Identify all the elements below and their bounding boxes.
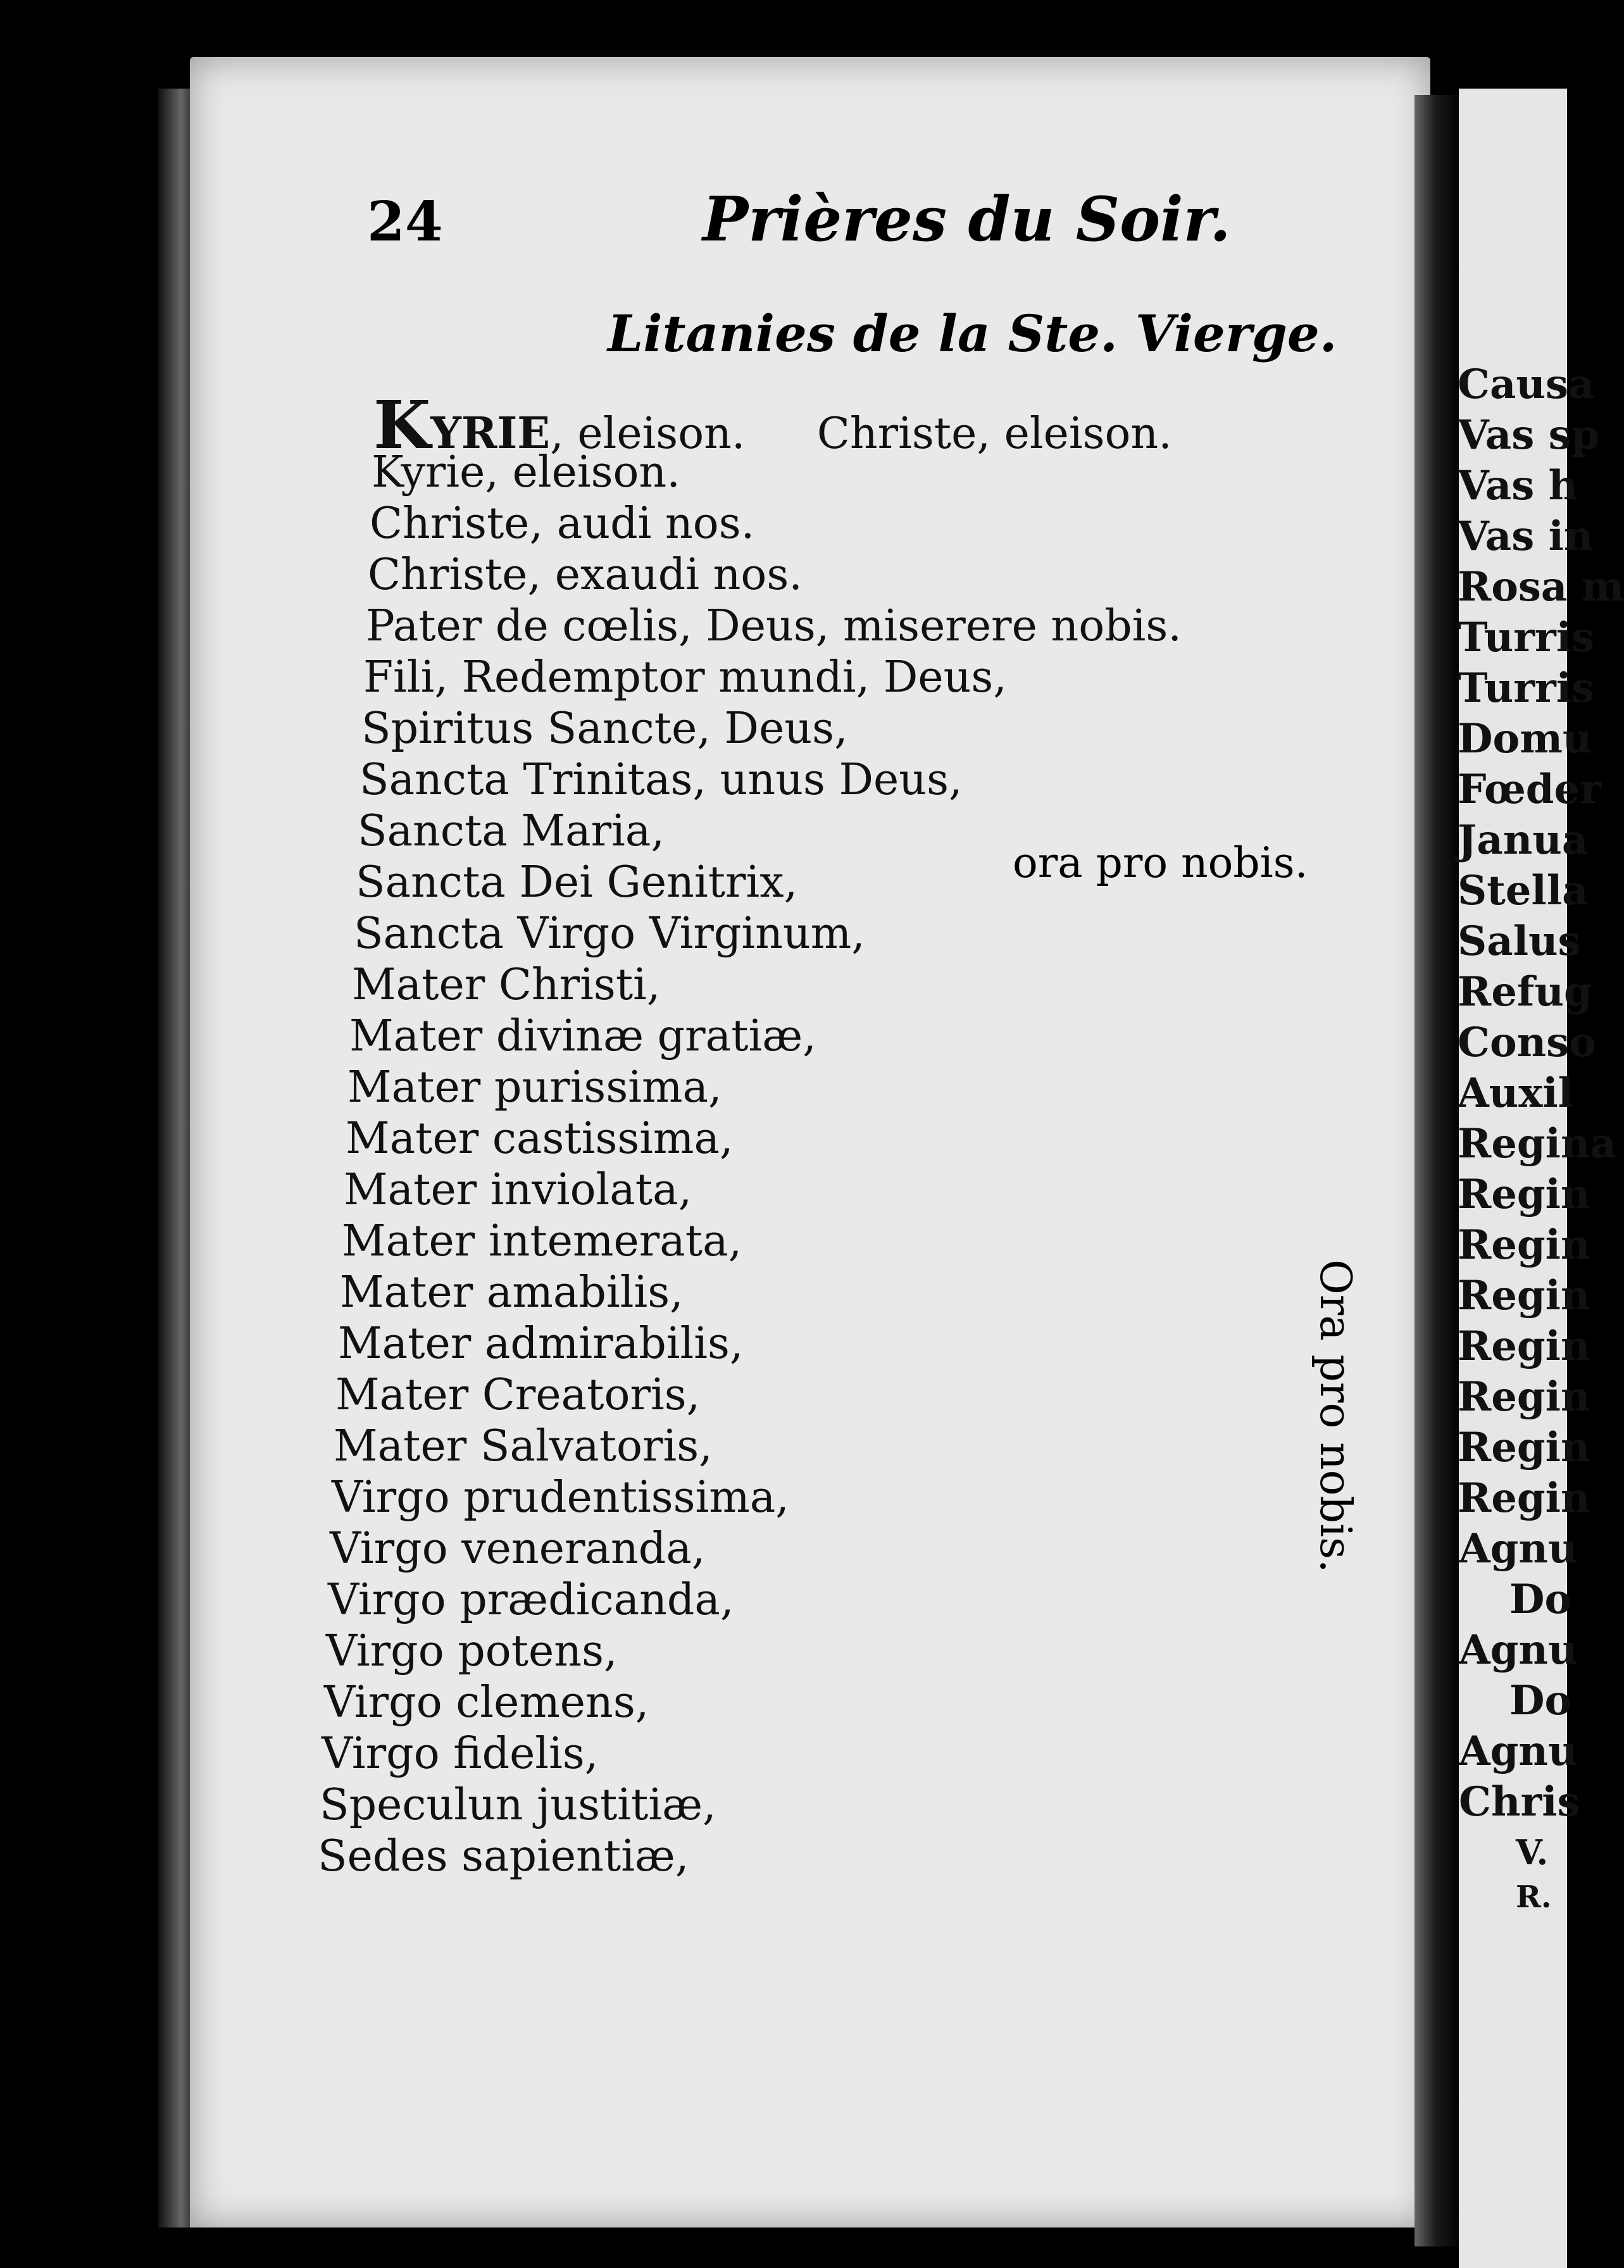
next-page-line: Salus: [1458, 918, 1581, 965]
litany-line: Sancta Virgo Virginum,: [354, 909, 865, 959]
litany-line: Virgo clemens,: [324, 1678, 649, 1728]
litany-line: Mater admirabilis,: [338, 1319, 744, 1369]
litany-line: Sancta Dei Genitrix,: [356, 857, 798, 907]
litany-line: Virgo potens,: [326, 1626, 618, 1676]
next-page-line: Regin: [1458, 1474, 1590, 1522]
litany-line: Mater purissima,: [347, 1062, 722, 1112]
next-page-line: R.: [1516, 1879, 1552, 1915]
next-page-line: Do: [1509, 1576, 1572, 1623]
litany-line: Christe, audi nos.: [370, 499, 755, 549]
next-page-line: Agnu: [1459, 1728, 1578, 1775]
next-page-line: Domu: [1458, 715, 1592, 763]
book-gutter: [1415, 95, 1462, 2246]
next-page-line: Vas sp: [1458, 411, 1600, 459]
next-page-line: Do: [1509, 1677, 1572, 1724]
next-page-line: Regin: [1458, 1272, 1590, 1319]
litany-line: Mater castissima,: [346, 1114, 734, 1164]
litany-line: Mater Salvatoris,: [334, 1421, 713, 1471]
next-page-line: Regin: [1458, 1171, 1590, 1218]
next-page-line: Stella: [1458, 867, 1589, 914]
next-page-line: Auxil: [1458, 1069, 1573, 1117]
next-page-line: Vas in: [1458, 513, 1594, 560]
litany-text: [0, 386, 1411, 1968]
litany-line: Mater amabilis,: [340, 1268, 684, 1318]
section-title: Litanies de la Ste. Vierge.: [608, 304, 1337, 363]
litany-line: Spiritus Sancte, Deus,: [361, 704, 848, 754]
small-caps-word: YRIE: [430, 408, 551, 459]
next-page-line: Turris: [1458, 664, 1595, 712]
response-ora-pro-nobis: ora pro nobis.: [1013, 838, 1308, 887]
litany-line: Virgo prædicanda,: [328, 1575, 734, 1625]
response-vertical: Ora pro nobis.: [1310, 1259, 1360, 1573]
litany-line: Sancta Maria,: [358, 806, 665, 856]
next-page-line: Regin: [1458, 1221, 1590, 1269]
page-number: 24: [367, 190, 443, 254]
next-page-line: Refug: [1458, 968, 1592, 1016]
next-page-line: Chris: [1459, 1778, 1580, 1826]
running-title: Prières du Soir.: [703, 184, 1231, 255]
litany-line: Mater Christi,: [352, 960, 661, 1010]
next-page-line: Regina: [1458, 1120, 1616, 1168]
next-page-line: V.: [1516, 1832, 1549, 1872]
next-page-line: Causa: [1458, 361, 1595, 408]
litany-line: Pater de cœlis, Deus, miserere nobis.: [366, 601, 1182, 651]
next-page-line: Regin: [1458, 1373, 1590, 1421]
next-page-line: Conso: [1458, 1019, 1596, 1066]
next-page-line: Agnu: [1459, 1525, 1578, 1573]
litany-line: Fili, Redemptor mundi, Deus,: [363, 652, 1007, 702]
next-page-line: Janua: [1458, 816, 1589, 864]
litany-line: Christe, exaudi nos.: [368, 550, 803, 600]
page-header: [367, 184, 1253, 285]
litany-line: Mater inviolata,: [344, 1165, 692, 1215]
litany-line: Sedes sapientiæ,: [318, 1831, 689, 1881]
litany-line: Virgo veneranda,: [330, 1524, 706, 1574]
next-page-line: Regin: [1458, 1424, 1590, 1471]
litany-line: Mater divinæ gratiæ,: [349, 1011, 816, 1061]
litany-line: Sancta Trinitas, unus Deus,: [359, 755, 963, 805]
drop-cap: K: [373, 386, 431, 464]
litany-line: Speculun justitiæ,: [320, 1780, 716, 1830]
next-page-line: Vas h: [1458, 462, 1578, 509]
litany-line: Virgo prudentissima,: [332, 1473, 789, 1523]
next-page-line: Rosa m: [1458, 563, 1624, 611]
litany-line: Mater Creatoris,: [335, 1370, 701, 1420]
next-page-line: Agnu: [1459, 1626, 1578, 1674]
first-line-second: Christe, eleison.: [816, 409, 1172, 459]
next-page-line: Regin: [1458, 1323, 1590, 1370]
litany-line: Mater intemerata,: [342, 1216, 742, 1266]
litany-line: Kyrie, eleison.: [372, 447, 680, 497]
next-page-fragment: [1458, 89, 1624, 2268]
first-line-rest: , eleison.: [550, 409, 746, 459]
next-page-line: Fœder: [1458, 766, 1601, 813]
litany-line: Virgo fidelis,: [322, 1729, 599, 1779]
next-page-line: Turris: [1458, 614, 1595, 661]
